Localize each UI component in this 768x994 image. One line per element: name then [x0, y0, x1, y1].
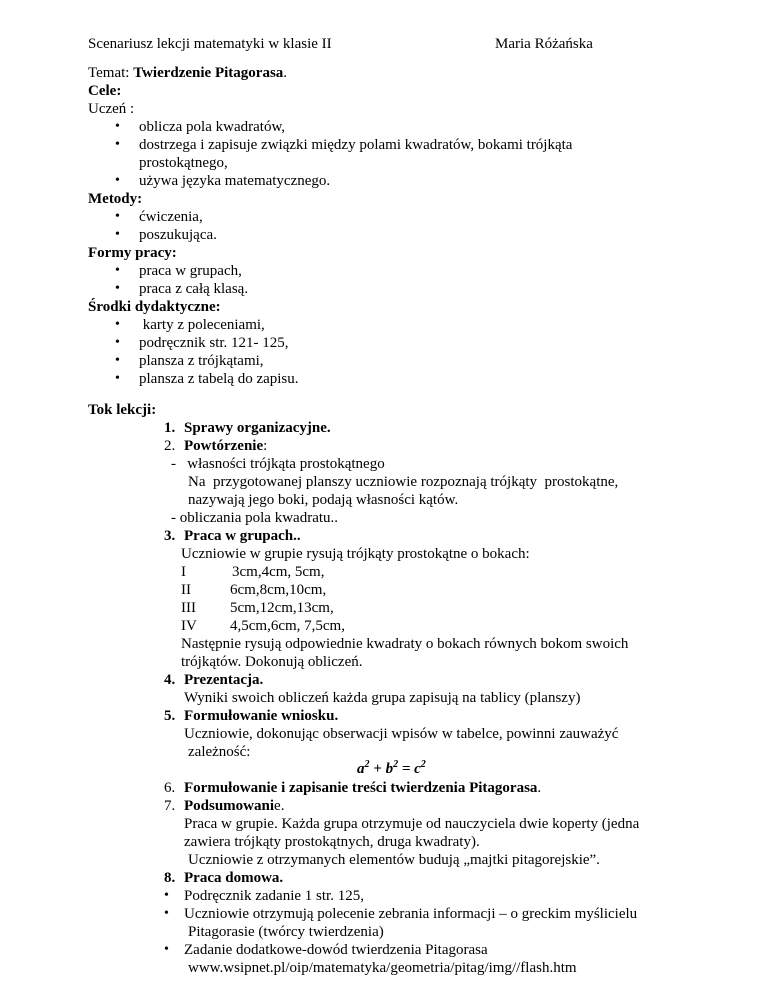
- step-text: zawiera trójkąty prostokątnych, druga kwadraty).: [184, 834, 480, 850]
- step-text: nazywają jego boki, podają własności kątów.: [188, 492, 459, 508]
- homework-link: www.wsipnet.pl/oip/matematyka/geometria/pitag/img//flash.htm: [188, 960, 577, 976]
- step-title: Praca w grupach..: [184, 528, 301, 544]
- step-title-line: [184, 437, 267, 455]
- step-number: 2.: [164, 438, 176, 454]
- step-text: Praca w grupie. Każda grupa otrzymuje od nauczyciela dwie koperty (jedna: [184, 816, 640, 832]
- method-item: ćwiczenia,: [139, 209, 203, 225]
- goal-item-continued: prostokątnego,: [139, 155, 228, 171]
- homework-item: Zadanie dodatkowe-dowód twierdzenia Pitagorasa: [184, 942, 488, 958]
- step-number: 3.: [164, 528, 176, 544]
- step-dash-item: - własności trójkąta prostokątnego: [171, 456, 385, 472]
- homework-item-continued: Pitagorasie (twórcy twierdzenia): [188, 924, 384, 940]
- group-id: III: [181, 600, 196, 616]
- step-number: 5.: [164, 708, 176, 724]
- formula-exponent: 2: [420, 759, 426, 770]
- aid-item: plansza z trójkątami,: [139, 353, 264, 369]
- step-text: Uczniowie w grupie rysują trójkąty prostokątne o bokach:: [181, 546, 530, 562]
- step-title: Formułowanie wniosku.: [184, 708, 339, 724]
- bullet-icon: •: [115, 173, 120, 188]
- bullet-icon: •: [115, 137, 120, 152]
- step-title: Prezentacja.: [184, 672, 264, 688]
- step-text: Następnie rysują odpowiednie kwadraty o bokach równych bokom swoich: [181, 636, 629, 652]
- step-title-end: e.: [274, 798, 285, 814]
- step-text: Na przygotowanej planszy uczniowie rozpoznają trójkąty prostokątne,: [188, 474, 619, 490]
- step-title: Sprawy organizacyjne.: [184, 420, 331, 436]
- pythagorean-formula: [357, 760, 426, 778]
- bullet-icon: •: [164, 942, 169, 957]
- group-sides: 6cm,8cm,10cm,: [230, 582, 327, 598]
- form-item: praca w grupach,: [139, 263, 242, 279]
- topic-label: Temat:: [88, 65, 134, 81]
- group-sides: 3cm,4cm, 5cm,: [232, 564, 325, 580]
- step-text: Wyniki swoich obliczeń każda grupa zapisują na tablicy (planszy): [184, 690, 581, 706]
- aid-item: karty z poleceniami,: [139, 317, 265, 333]
- header-author: Maria Różańska: [495, 36, 593, 52]
- bullet-icon: •: [115, 317, 120, 332]
- goal-item: używa języka matematycznego.: [139, 173, 331, 189]
- topic-value: Twierdzenie Pitagorasa: [133, 65, 284, 81]
- aid-item: podręcznik str. 121- 125,: [139, 335, 289, 351]
- goal-item: dostrzega i zapisuje związki między polami kwadratów, bokami trójkąta: [139, 137, 573, 153]
- bullet-icon: •: [115, 353, 120, 368]
- goals-subject: Uczeń :: [88, 101, 135, 117]
- step-number: 8.: [164, 870, 176, 886]
- topic-end: .: [283, 65, 288, 81]
- aids-heading: Środki dydaktyczne:: [88, 299, 221, 315]
- group-id: I: [181, 564, 186, 580]
- bullet-icon: •: [115, 209, 120, 224]
- formula-exponent: 2: [393, 759, 399, 770]
- group-id: IV: [181, 618, 197, 634]
- bullet-icon: •: [115, 335, 120, 350]
- step-number: 6.: [164, 780, 176, 796]
- methods-heading: Metody:: [88, 191, 143, 207]
- goal-item: oblicza pola kwadratów,: [139, 119, 286, 135]
- formula-b: b: [385, 761, 394, 777]
- goals-heading: Cele:: [88, 83, 122, 99]
- group-sides: 4,5cm,6cm, 7,5cm,: [230, 618, 345, 634]
- bullet-icon: •: [164, 906, 169, 921]
- bullet-icon: •: [164, 888, 169, 903]
- formula-a: a: [357, 761, 365, 777]
- bullet-icon: •: [115, 371, 120, 386]
- step-title: Praca domowa.: [184, 870, 284, 886]
- course-heading: Tok lekcji:: [88, 402, 157, 418]
- bullet-icon: •: [115, 281, 120, 296]
- formula-exponent: 2: [364, 759, 370, 770]
- bullet-icon: •: [115, 263, 120, 278]
- step-number: 1.: [164, 420, 176, 436]
- step-colon: :: [263, 438, 268, 454]
- header-title: Scenariusz lekcji matematyki w klasie II: [88, 36, 332, 52]
- homework-item: Uczniowie otrzymują polecenie zebrania informacji – o greckim myślicielu: [184, 906, 638, 922]
- step-text: trójkątów. Dokonują obliczeń.: [181, 654, 363, 670]
- method-item: poszukująca.: [139, 227, 217, 243]
- step-number: 4.: [164, 672, 176, 688]
- forms-heading: Formy pracy:: [88, 245, 177, 261]
- bullet-icon: •: [115, 119, 120, 134]
- formula-c: c: [414, 761, 421, 777]
- step-number: 7.: [164, 798, 176, 814]
- step-title-end: .: [537, 780, 542, 796]
- step-title: Powtórzenie: [184, 438, 264, 454]
- topic-line: [88, 64, 287, 82]
- step-title: Podsumowani: [184, 798, 275, 814]
- step-text: zależność:: [188, 744, 251, 760]
- formula-plus: +: [369, 761, 386, 777]
- bullet-icon: •: [115, 227, 120, 242]
- group-id: II: [181, 582, 191, 598]
- step-text: Uczniowie, dokonując obserwacji wpisów w tabelce, powinni zauważyć: [184, 726, 619, 742]
- group-sides: 5cm,12cm,13cm,: [230, 600, 334, 616]
- step-title-line: [184, 779, 541, 797]
- formula-equals: =: [398, 761, 415, 777]
- aid-item: plansza z tabelą do zapisu.: [139, 371, 299, 387]
- form-item: praca z całą klasą.: [139, 281, 249, 297]
- step-title-line: [184, 797, 284, 815]
- step-text: Uczniowie z otrzymanych elementów budują „majtki pitagorejskie”.: [188, 852, 600, 868]
- step-title: Formułowanie i zapisanie treści twierdzenia Pitagorasa: [184, 780, 538, 796]
- step-dash-item: - obliczania pola kwadratu..: [171, 510, 339, 526]
- homework-item: Podręcznik zadanie 1 str. 125,: [184, 888, 364, 904]
